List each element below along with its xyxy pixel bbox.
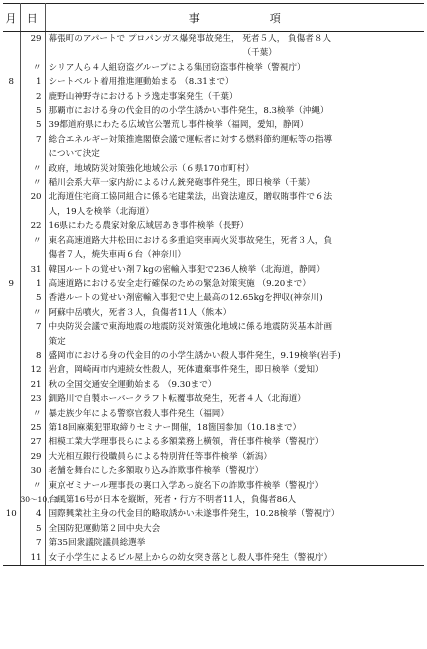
event-cell: 策定 bbox=[48, 336, 66, 347]
day-cell: 30～10．1 bbox=[20, 493, 45, 507]
table-row bbox=[3, 320, 424, 334]
table-row bbox=[3, 32, 424, 47]
day-cell: 25 bbox=[20, 421, 45, 435]
event-cell: 東京ゼミナール理事長の裏口入学あっ旋名下の詐欺事件検挙（警視庁） bbox=[48, 480, 324, 491]
event-cell: 北海道住宅商工協同組合に係る宅建業法，出資法違反，贈収賄事件で６法 bbox=[48, 192, 333, 203]
event-cell: 相模工業大学理事長らによる多額業務上横領，背任事件検挙（警視庁） bbox=[48, 437, 324, 448]
event-cell: 秋の全国交通安全運動始まる （9.30まで） bbox=[48, 379, 217, 390]
table-row bbox=[3, 61, 424, 75]
day-cell: 〃 bbox=[20, 162, 45, 176]
table-row bbox=[3, 190, 424, 204]
day-cell: 22 bbox=[20, 219, 45, 233]
event-header: 事項 bbox=[45, 4, 424, 32]
month-cell bbox=[3, 464, 20, 478]
event-cell: 鹿野山神野寺におけるトラ逸走事案発生（千葉） bbox=[48, 91, 238, 102]
month-cell bbox=[3, 407, 20, 421]
table-row bbox=[3, 392, 424, 406]
day-cell bbox=[20, 147, 45, 161]
event-cell: について決定 bbox=[48, 149, 100, 160]
table-row bbox=[3, 407, 424, 421]
event-cell: 那覇市における身の代金目的の小学生誘かい事件発生，8.3検挙（沖縄） bbox=[48, 106, 329, 117]
day-cell: 31 bbox=[20, 263, 45, 277]
event-cell: 第18回麻薬犯罪取締りセミナー開催，18箇国参加（10.18まで） bbox=[48, 422, 302, 433]
event-cell: 高速道路における安全走行確保のための緊急対策実施 （9.20まで） bbox=[48, 278, 311, 289]
day-cell bbox=[20, 248, 45, 262]
table-row bbox=[3, 147, 424, 161]
event-cell: 政府，地域防災対策強化地域公示（６県170市町村） bbox=[48, 163, 254, 174]
table-row bbox=[3, 464, 424, 478]
month-cell bbox=[3, 190, 20, 204]
day-cell: 1 bbox=[20, 75, 45, 89]
table-row bbox=[3, 306, 424, 320]
event-cell: 幕張町のアパートで プロパンガス爆発事故発生， 死者５人， 負傷者８人 bbox=[48, 34, 332, 44]
table-row bbox=[3, 335, 424, 349]
day-cell: 12 bbox=[20, 363, 45, 377]
day-cell: 7 bbox=[20, 320, 45, 334]
event-cell: 盛岡市における身の代金目的の小学生誘かい殺人事件発生，9.19検挙(岩手) bbox=[48, 350, 341, 361]
month-cell bbox=[3, 479, 20, 493]
month-cell bbox=[3, 363, 20, 377]
day-cell: 5 bbox=[20, 104, 45, 118]
table-header-row bbox=[3, 4, 424, 32]
event-cell: 第35回衆議院議員総選挙 bbox=[48, 538, 146, 549]
event-cell: 人，19人を検挙（北海道） bbox=[48, 206, 154, 217]
day-cell: 〃 bbox=[20, 407, 45, 421]
day-cell: 8 bbox=[20, 349, 45, 363]
month-cell bbox=[3, 378, 20, 392]
event-cell: 大光相互銀行役職員らによる特別背任等事件検挙（新潟） bbox=[48, 451, 272, 462]
table-row bbox=[3, 75, 424, 89]
day-cell: 21 bbox=[20, 378, 45, 392]
day-cell: 5 bbox=[20, 118, 45, 132]
table-row bbox=[3, 118, 424, 132]
event-cell: 女子小学生によるビル屋上からの幼女突き落とし殺人事件発生（警視庁） bbox=[45, 551, 424, 566]
month-cell bbox=[3, 162, 20, 176]
event-cell: 稲川会系大草一家内紛によるけん銃発砲事件発生，即日検挙（千葉） bbox=[48, 178, 315, 189]
table-row bbox=[3, 234, 424, 248]
day-cell: 1 bbox=[20, 277, 45, 291]
day-cell: 2 bbox=[20, 90, 45, 104]
day-cell: 〃 bbox=[20, 176, 45, 190]
day-cell: 〃 bbox=[20, 306, 45, 320]
month-cell: 8 bbox=[3, 75, 20, 89]
month-cell bbox=[3, 219, 20, 233]
month-cell: 9 bbox=[3, 277, 20, 291]
month-cell bbox=[3, 90, 20, 104]
event-cell: 阿蘇中岳噴火，死者３人，負傷者11人（熊本） bbox=[48, 307, 232, 318]
month-header: 月 bbox=[3, 4, 20, 32]
event-cell: （千葉） bbox=[48, 48, 277, 59]
month-cell bbox=[3, 32, 20, 47]
table-row bbox=[3, 450, 424, 464]
table-row bbox=[3, 363, 424, 377]
day-cell: 〃 bbox=[20, 479, 45, 493]
table-row bbox=[3, 493, 424, 507]
month-cell bbox=[3, 349, 20, 363]
month-cell bbox=[3, 234, 20, 248]
event-cell: 傷者７人，焼失車両６台（神奈川） bbox=[48, 250, 187, 261]
event-cell: 釧路川で自製ホーバークラフト転覆事故発生，死者４人（北海道） bbox=[48, 394, 306, 405]
month-cell bbox=[3, 133, 20, 147]
table-row bbox=[3, 551, 424, 566]
table-row bbox=[3, 277, 424, 291]
event-cell: 国際興業社主身の代金目的略取誘かい未遂事件発生，10.28検挙（警視庁） bbox=[48, 509, 340, 520]
event-cell: 岩倉，岡崎両市内連続女性殺人，死体遺棄事件発生，即日検挙（愛知） bbox=[48, 365, 324, 376]
event-cell: 暴走族少年による警察官殺人事件発生（福岡） bbox=[48, 408, 229, 419]
day-header: 日 bbox=[20, 4, 45, 32]
month-cell bbox=[3, 104, 20, 118]
table-row bbox=[3, 522, 424, 536]
table-row bbox=[3, 435, 424, 449]
month-cell bbox=[3, 306, 20, 320]
table-row bbox=[3, 90, 424, 104]
month-cell bbox=[3, 392, 20, 406]
event-cell: 16県にわたる農家対象広域居あき事件検挙（長野） bbox=[48, 221, 249, 232]
month-cell bbox=[3, 147, 20, 161]
table-row bbox=[3, 291, 424, 305]
day-cell: 〃 bbox=[20, 234, 45, 248]
table-row bbox=[3, 507, 424, 521]
day-cell bbox=[20, 335, 45, 349]
table-row bbox=[3, 378, 424, 392]
day-cell: 4 bbox=[20, 507, 45, 521]
table-row bbox=[3, 248, 424, 262]
day-cell: 29 bbox=[20, 32, 45, 47]
day-cell: 29 bbox=[20, 450, 45, 464]
month-cell bbox=[3, 263, 20, 277]
event-cell: 全国防犯運動第２回中央大会 bbox=[48, 523, 161, 534]
table-row bbox=[3, 479, 424, 493]
day-cell: 23 bbox=[20, 392, 45, 406]
event-cell: 香港ルートの覚せい剤密輸入事犯で史上最高の12.65kgを押収(神奈川) bbox=[48, 293, 323, 304]
month-cell bbox=[3, 551, 20, 566]
event-cell: シートベルト着用推進運動始まる （8.31まで） bbox=[48, 77, 234, 88]
month-cell bbox=[3, 205, 20, 219]
day-cell: 27 bbox=[20, 435, 45, 449]
month-cell bbox=[3, 493, 20, 507]
month-cell bbox=[3, 421, 20, 435]
month-cell bbox=[3, 118, 20, 132]
month-cell bbox=[3, 46, 20, 60]
day-cell: 5 bbox=[20, 291, 45, 305]
day-cell: 11 bbox=[20, 551, 45, 566]
table-row bbox=[3, 133, 424, 147]
event-cell: 総合エネルギー対策推進閣僚会議で運転者に対する燃料節約運転等の指導 bbox=[48, 134, 333, 145]
chronology-table bbox=[3, 3, 424, 566]
table-row bbox=[3, 349, 424, 363]
table-row bbox=[3, 205, 424, 219]
day-cell: 7 bbox=[20, 536, 45, 550]
month-cell bbox=[3, 61, 20, 75]
month-cell bbox=[3, 248, 20, 262]
day-cell bbox=[20, 46, 45, 60]
event-cell: シリア人ら４人組窃盗グループによる集団窃盗事件検挙（警視庁） bbox=[48, 62, 306, 73]
table-row bbox=[3, 104, 424, 118]
month-cell: 10 bbox=[3, 507, 20, 521]
table-row bbox=[3, 46, 424, 60]
table-row bbox=[3, 219, 424, 233]
event-cell: 中央防災会議で東海地震の地震防災対策強化地域に係る地震防災基本計画 bbox=[48, 322, 333, 333]
table-row bbox=[3, 536, 424, 550]
day-cell bbox=[20, 205, 45, 219]
table-row bbox=[3, 263, 424, 277]
month-cell bbox=[3, 320, 20, 334]
month-cell bbox=[3, 450, 20, 464]
event-cell: 39都道府県にわたる広域官公署荒し事件検挙（福岡，愛知，静岡） bbox=[48, 120, 309, 131]
event-cell: 台風第16号が日本を縦断，死者・行方不明者11人，負傷者86人 bbox=[48, 495, 297, 505]
event-cell: 韓国ルートの覚せい剤７kgの密輸入事犯で236人検挙（北海道，静岡） bbox=[48, 264, 325, 275]
month-cell bbox=[3, 536, 20, 550]
day-cell: 7 bbox=[20, 133, 45, 147]
table-row bbox=[3, 421, 424, 435]
month-cell bbox=[3, 435, 20, 449]
day-cell: 30 bbox=[20, 464, 45, 478]
month-cell bbox=[3, 522, 20, 536]
event-cell: 東名高速道路大井松田における多重追突車両火災事故発生，死者３人，負 bbox=[48, 235, 333, 246]
month-cell bbox=[3, 176, 20, 190]
month-cell bbox=[3, 291, 20, 305]
month-cell bbox=[3, 335, 20, 349]
day-cell: 5 bbox=[20, 522, 45, 536]
table-row bbox=[3, 176, 424, 190]
day-cell: 20 bbox=[20, 190, 45, 204]
table-row bbox=[3, 162, 424, 176]
day-cell: 〃 bbox=[20, 61, 45, 75]
event-cell: 老舗を舞台にした多額取り込み詐欺事件検挙（警視庁） bbox=[48, 466, 264, 477]
